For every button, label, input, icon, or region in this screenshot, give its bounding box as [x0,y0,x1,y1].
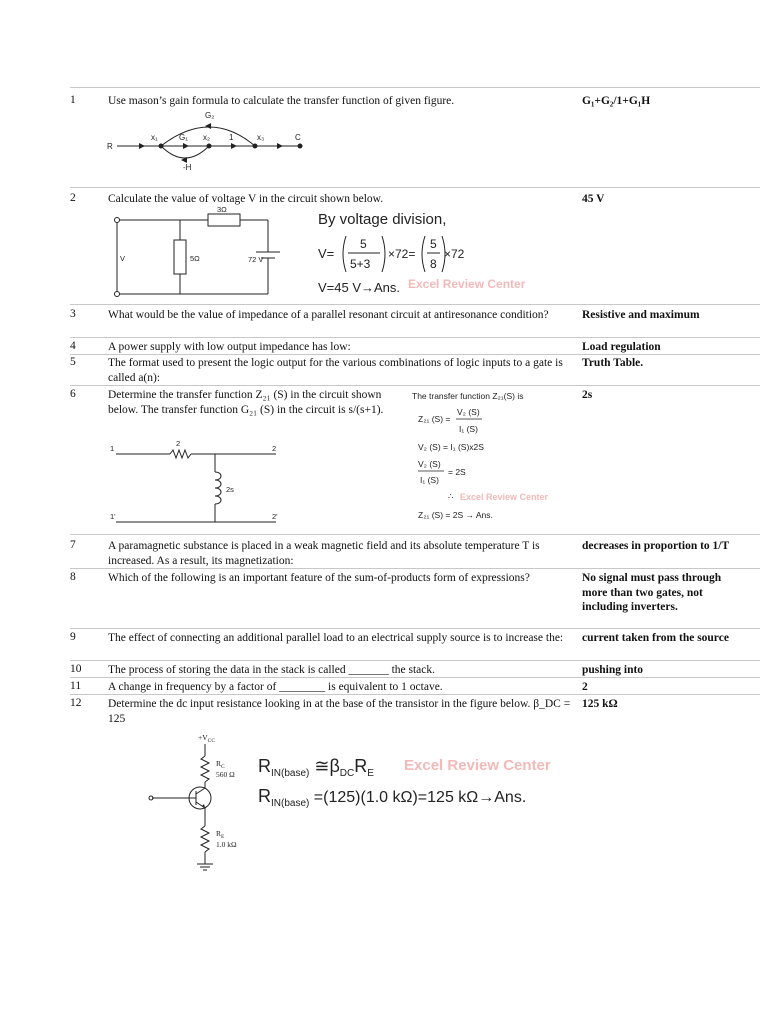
solution-line-2: V₂ (S) = I₁ (S)x2S [418,442,484,452]
answer-text: Load regulation [582,341,661,353]
solution-line-1: $R_{IN(base)}$ $≅\beta_{DC}R_E$ [258,756,374,779]
row-divider [70,354,760,355]
input-resistance-solution [258,750,578,810]
answer-text: 45 V [582,193,605,205]
fig1-label-g2: G₂ [205,111,215,120]
answer-text: 2s [582,389,593,401]
row-divider [70,385,760,386]
signal-flow-graph [105,108,315,178]
question-number: 4 [70,340,76,352]
row-divider [70,304,760,305]
fraction-2-numerator: 5 [430,237,437,251]
question-number: 9 [70,631,76,643]
fraction-1-denominator: 5+3 [350,257,371,271]
solution-final: Z₂₁ (S) = 2S → Ans. [418,510,493,520]
question-text: A change in frequency by a factor of ________ is equivalent to 1 octave. [108,681,443,693]
row-divider [70,628,760,629]
node-2-prime: 2' [272,512,278,521]
answer-text: current taken from the source [582,632,729,644]
fig2-label-5ohm: 5Ω [190,254,200,263]
question-number: 12 [70,697,82,709]
row-divider [70,534,760,535]
solution-v-eq: V= [318,246,335,261]
fig1-label-c: C [295,133,301,142]
fig2-label-v: V [120,254,126,263]
solution-heading: By voltage division, [318,211,447,228]
question-text: Determine the transfer function Z₂₁ (S) in the circuit shown below. The transfer function G₂₁ (S) in the circuit is s/(s+1). [108,389,384,416]
question-text: A paramagnetic substance is placed in a weak magnetic field and its absolute temperature T is increased. As a result, its magnetization: [108,540,540,567]
question-number: 7 [70,539,76,551]
question-text: The effect of connecting an additional parallel load to an electrical supply source is to increase the: [108,632,564,644]
watermark: Excel Review Center [460,492,549,502]
answer-text: Truth Table. [582,357,644,369]
question-number: 5 [70,356,76,368]
fig1-label-g1: G₁ [179,133,188,142]
fig2-label-72v: 72 V [248,255,264,264]
question-number: 3 [70,308,76,320]
question-number: 1 [70,94,76,106]
re-value: 1.0 kΩ [216,840,237,849]
two-port-circuit [108,436,298,528]
question-number: 2 [70,192,76,204]
fraction-2-numerator: V₂ (S) [418,459,441,469]
answer-text: No signal must pass through more than two gates, not including inverters. [582,572,722,613]
fig1-label-h: -H [183,163,192,172]
fig1-label-x3: x₃ [257,133,265,142]
voltage-division-solution [318,208,558,302]
fig1-label-r: R [107,142,113,151]
fraction-1-numerator: 5 [360,237,367,251]
answer-text: 125 kΩ [582,698,618,710]
row-divider [70,187,760,188]
row-divider [70,677,760,678]
transistor-circuit [142,730,252,880]
answer-text: G₁+G₂/1+G₁H [582,95,651,107]
rc-label: $R_C$ [216,759,225,770]
question-text: Determine the dc input resistance looking in at the base of the transistor in the figure below. β_DC = 125 [108,698,571,725]
answer-text: Resistive and maximum [582,309,700,321]
solution-line-2: $R_{IN(base)} =(125)(1.0$ kΩ)=125 kΩ→Ans. [258,786,527,809]
fig1-label-x2: x₂ [203,133,211,142]
rc-value: 560 Ω [216,770,235,779]
watermark: Excel Review Center [404,757,551,774]
question-text: Use mason’s gain formula to calculate the transfer function of given figure. [108,95,455,107]
solution-times-2: ×72 [444,247,465,261]
fig2-label-3ohm: 3Ω [217,206,227,214]
question-text: Which of the following is an important feature of the sum-of-products form of expressions? [108,572,530,584]
resistor-label: 2 [176,439,181,448]
re-label: $R_E$ [216,829,225,840]
watermark: Excel Review Center [408,277,526,291]
table-top-border [70,87,760,88]
question-text: Calculate the value of voltage V in the circuit shown below. [108,193,384,205]
answer-text: decreases in proportion to 1/T [582,540,730,552]
row-divider [70,660,760,661]
fraction-2-denominator: I₁ (S) [420,475,439,485]
fig1-label-one: 1 [229,133,234,142]
question-number: 10 [70,663,82,675]
node-1: 1 [110,444,115,453]
row-divider [70,694,760,695]
vcc-label: $+V_{CC}$ [198,733,215,744]
row-divider [70,337,760,338]
question-number: 8 [70,571,76,583]
row-divider [70,568,760,569]
transfer-function-solution [412,388,582,524]
question-text: A power supply with low output impedance has low: [108,341,351,353]
question-text: The process of storing the data in the stack is called _______ the stack. [108,664,436,676]
question-text: What would be the value of impedance of a parallel resonant circuit at antiresonance condition? [108,309,549,321]
therefore-symbol: ∴ [448,491,454,501]
fig1-label-x1: x₁ [151,133,158,142]
solution-z21: Z₂₁ (S) = [418,414,451,424]
fraction-1-denominator: I₁ (S) [459,424,478,434]
node-1-prime: 1' [110,512,116,521]
inductor-label: 2s [226,485,234,494]
fraction-2-denominator: 8 [430,257,437,271]
question-text: The format used to present the logic output for the various combinations of logic inputs to a gate is called a(n): [108,357,563,384]
solution-eq-2s: = 2S [448,467,466,477]
solution-title: The transfer function Z₂₁(S) is [412,391,524,401]
answer-text: 2 [582,681,588,693]
question-number: 11 [70,680,82,692]
question-number: 6 [70,388,76,400]
solution-times-1: ×72= [388,247,416,261]
voltage-divider-circuit [108,206,286,302]
fraction-1-numerator: V₂ (S) [457,407,480,417]
answer-text: pushing into [582,664,644,676]
solution-result: V=45 V→Ans. [318,280,401,295]
node-2: 2 [272,444,277,453]
